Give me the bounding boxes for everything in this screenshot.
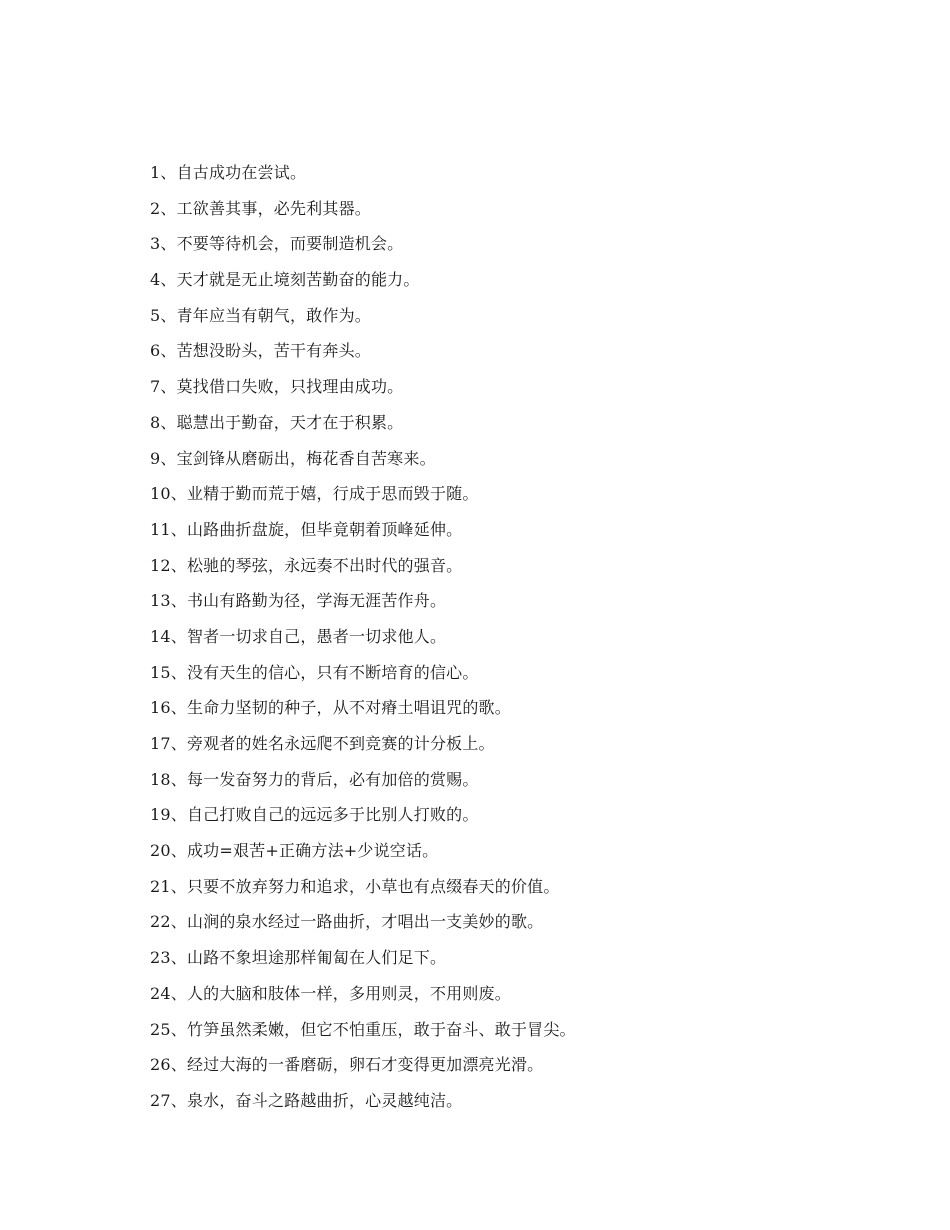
quote-item: 22、山涧的泉水经过一路曲折，才唱出一支美妙的歌。 <box>150 912 544 932</box>
quote-item: 8、聪慧出于勤奋，天才在于积累。 <box>150 412 404 432</box>
quote-item: 5、青年应当有朝气，敢作为。 <box>150 305 371 325</box>
quote-item: 9、宝剑锋从磨砺出，梅花香自苦寒来。 <box>150 448 436 468</box>
quote-item: 10、业精于勤而荒于嬉，行成于思而毁于随。 <box>150 484 479 504</box>
quote-item: 20、成功=艰苦+正确方法+少说空话。 <box>150 841 439 861</box>
quote-item: 6、苦想没盼头，苦干有奔头。 <box>150 341 371 361</box>
quote-item: 13、书山有路勤为径，学海无涯苦作舟。 <box>150 591 447 611</box>
quote-item: 17、旁观者的姓名永远爬不到竞赛的计分板上。 <box>150 734 495 753</box>
quote-item: 24、人的大脑和肢体一样，多用则灵，不用则废。 <box>150 983 511 1003</box>
quote-item: 3、不要等待机会，而要制造机会。 <box>150 234 404 254</box>
quote-item: 21、只要不放弃努力和追求，小草也有点缀春天的价值。 <box>150 876 560 896</box>
quote-item: 4、天才就是无止境刻苦勤奋的能力。 <box>150 270 420 290</box>
quote-item: 26、经过大海的一番磨砺，卵石才变得更加漂亮光滑。 <box>150 1055 544 1075</box>
quote-item: 15、没有天生的信心，只有不断培育的信心。 <box>150 662 479 682</box>
quote-item: 27、泉水，奋斗之路越曲折，心灵越纯洁。 <box>150 1090 463 1110</box>
quote-item: 1、自古成功在尝试。 <box>150 163 307 182</box>
quote-item: 18、每一发奋努力的背后，必有加倍的赏赐。 <box>150 769 479 789</box>
quote-item: 25、竹笋虽然柔嫩，但它不怕重压，敢于奋斗、敢于冒尖。 <box>150 1019 576 1039</box>
quote-item: 14、智者一切求自己，愚者一切求他人。 <box>150 626 447 646</box>
quote-item: 19、自己打败自己的远远多于比别人打败的。 <box>150 805 479 825</box>
quote-item: 11、山路曲折盘旋，但毕竟朝着顶峰延伸。 <box>150 519 463 539</box>
quote-item: 16、生命力坚韧的种子，从不对瘠土唱诅咒的歌。 <box>150 698 511 718</box>
quote-item: 12、松驰的琴弦，永远奏不出时代的强音。 <box>150 555 463 575</box>
quote-list <box>150 158 870 1122</box>
quote-item: 7、莫找借口失败，只找理由成功。 <box>150 377 404 397</box>
quote-item: 2、工欲善其事，必先利其器。 <box>150 198 371 218</box>
quote-item: 23、山路不象坦途那样匍匐在人们足下。 <box>150 948 447 968</box>
